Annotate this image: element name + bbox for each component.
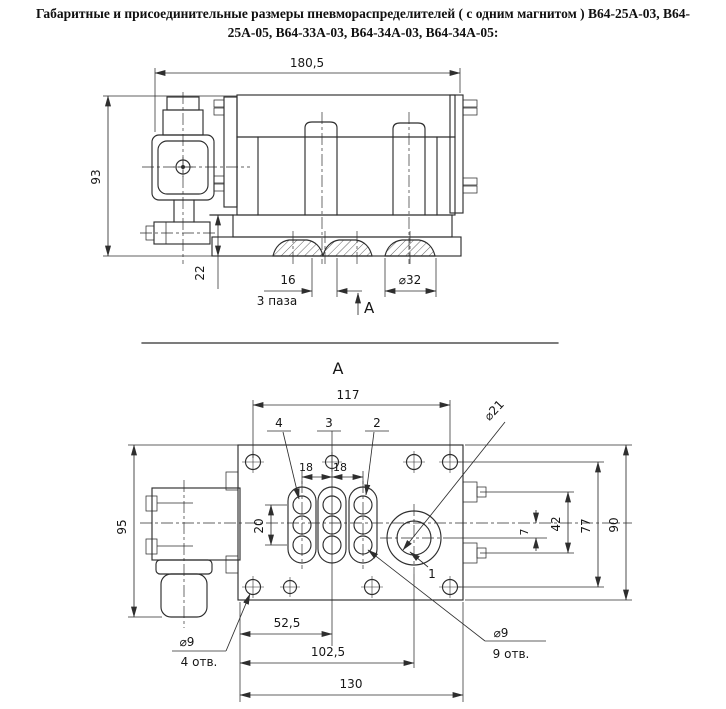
- dim-label-plate-length: 130: [339, 677, 363, 691]
- hole-note-left-dia: ⌀9: [179, 635, 195, 649]
- bottom-view-drawing: [115, 359, 632, 702]
- port-3-label: 3: [325, 416, 333, 430]
- port-slots: [288, 481, 377, 569]
- hole: [242, 576, 264, 598]
- dim-label-port-pitch-left: 18: [299, 461, 313, 474]
- dim-label-center-offset: 7: [518, 528, 531, 536]
- view-direction-arrow: [358, 293, 375, 317]
- dim-label-slot-width: 16: [280, 273, 296, 287]
- left-end-plate: [214, 97, 237, 207]
- hole: [439, 576, 461, 598]
- dim-boss-span: [480, 492, 574, 553]
- dim-label-boss-span: 42: [549, 516, 563, 532]
- hole-note-right-dia: ⌀9: [493, 626, 509, 640]
- bore-label: ⌀21: [481, 397, 507, 424]
- dim-port-pitch-y: [252, 505, 287, 545]
- dim-label-to-port1: 102,5: [310, 645, 346, 659]
- hole-note-left-count: 4 отв.: [180, 655, 218, 669]
- dim-port-diameter: [385, 258, 436, 297]
- port1-bore: [380, 504, 448, 574]
- dim-label-hole-span-y: 77: [579, 518, 593, 534]
- dim-label-to-port3: 52,5: [273, 616, 301, 630]
- dim-label-hole-span-x: 117: [336, 388, 360, 402]
- electromagnet-side-view: [140, 92, 250, 264]
- dim-base-height: [193, 215, 218, 289]
- port-callouts: [267, 416, 436, 646]
- hole-note-right: [368, 550, 546, 661]
- dim-label-height: 93: [89, 169, 103, 185]
- dim-label-plate-width: 90: [607, 517, 621, 533]
- note-slots-label: 3 паза: [256, 294, 298, 308]
- hole-note-left: [172, 594, 250, 669]
- dim-port-pitch: [299, 461, 363, 484]
- exhaust-bosses: [273, 231, 435, 266]
- top-view-drawing: [89, 56, 477, 317]
- port-2-label: 2: [373, 416, 381, 430]
- dim-label-port-pitch-right: 18: [333, 461, 347, 474]
- dim-label-port-diameter: ⌀32: [398, 273, 422, 287]
- dim-overall-length: [155, 56, 460, 132]
- dim-to-port1: [240, 574, 414, 668]
- caption-line-1: Габаритные и присоединительные размеры пневмораспределителей ( с одним магнитом ) В64-25А-03, В64-: [35, 6, 691, 21]
- hole: [403, 451, 425, 473]
- caption-line-2: 25А-05, В64-33А-03, В64-34А-03, В64-34А-05:: [227, 25, 499, 40]
- hole: [280, 577, 300, 597]
- dim-label-base-height: 22: [193, 265, 207, 281]
- dim-slot-width: [257, 258, 362, 308]
- dim-label-port-pitch-y: 20: [252, 518, 266, 534]
- right-end-plate: [450, 95, 477, 213]
- port-1-label: 1: [428, 567, 436, 581]
- port-4-label: 4: [275, 416, 283, 430]
- dim-overall-height: [115, 445, 238, 617]
- electromagnet-bottom-view: [146, 480, 240, 628]
- dim-label-overall-height: 95: [115, 519, 129, 535]
- view-arrow-label: А: [364, 299, 375, 317]
- dim-hole-span-y: [458, 462, 604, 587]
- hole: [361, 576, 383, 598]
- dim-label-overall-length: 180,5: [289, 56, 325, 70]
- hole-note-right-count: 9 отв.: [492, 647, 530, 661]
- view-a-title: А: [332, 359, 344, 378]
- bore-callout: [403, 397, 507, 550]
- valve-body: [237, 95, 455, 264]
